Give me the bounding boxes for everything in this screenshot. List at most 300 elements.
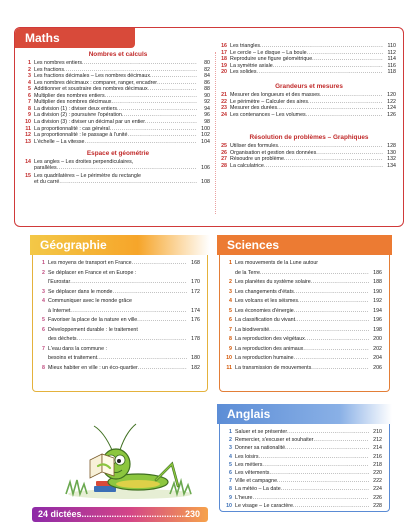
leader-dots <box>307 50 383 56</box>
entry-title: Se déplacer dans le monde <box>48 288 113 295</box>
entry-title-wrap <box>34 99 197 105</box>
entry-title: Les changements d'états <box>235 288 294 295</box>
toc-entry <box>221 112 397 118</box>
entry-title: La proportionnalité : cas général <box>34 125 110 132</box>
leader-dots <box>306 112 383 118</box>
entry-title-wrap <box>48 346 187 352</box>
entry-title: Les contenances – Les volumes <box>230 111 306 118</box>
leader-dots <box>122 112 197 118</box>
entry-page: 216 <box>373 453 382 460</box>
entry-number: 6 <box>229 470 232 476</box>
entry-title: Multiplier des nombres entiers <box>34 92 105 99</box>
entry-number: 3 <box>229 288 232 295</box>
entry-title: L'échelle – La vitesse <box>34 138 85 145</box>
entry-page: 210 <box>373 429 382 435</box>
leader-dots <box>293 503 369 509</box>
entry-title: Les fractions décimales – Les nombres décimaux <box>34 73 150 80</box>
entry-page: 212 <box>373 437 382 444</box>
entry-title-wrap <box>235 336 369 342</box>
entry-page <box>187 346 201 352</box>
entry-title-wrap <box>235 270 369 276</box>
leader-dots <box>117 106 197 112</box>
entry-number: 21 <box>221 92 227 98</box>
entry-number: 19 <box>221 62 227 69</box>
entry-number: 11 <box>25 125 31 132</box>
leader-dots <box>260 43 383 49</box>
toc-entry <box>226 445 383 451</box>
entry-title-wrap <box>34 179 197 185</box>
entry-number: 1 <box>229 260 232 266</box>
entry-number: 4 <box>229 298 232 304</box>
entry-title-wrap <box>230 150 383 156</box>
leader-dots <box>320 92 383 98</box>
entry-page <box>187 298 201 304</box>
entry-page: 114 <box>387 56 396 63</box>
entry-title: La division (1) : diviser deux entiers <box>34 105 118 112</box>
leader-dots <box>77 336 187 342</box>
entry-page: 100 <box>201 125 210 132</box>
toc-entry <box>221 43 397 49</box>
entry-title: Le visage – Le caractère <box>235 502 294 509</box>
entry-title-cont: des déchets <box>48 336 77 342</box>
entry-page: 106 <box>201 165 210 172</box>
entry-title: Les nombres entiers <box>34 60 82 66</box>
entry-number: 9 <box>229 494 232 501</box>
entry-page: 118 <box>387 69 396 76</box>
leader-dots <box>284 156 383 162</box>
entry-title-wrap <box>235 298 369 304</box>
toc-entry <box>25 67 211 73</box>
entry-number: 18 <box>221 56 227 63</box>
section-title-grandeurs: Grandeurs et mesures <box>275 83 343 90</box>
entry-number: 4 <box>229 453 232 460</box>
entry-number: 7 <box>229 478 232 485</box>
maths-right-column <box>221 28 397 226</box>
entry-number: 9 <box>229 345 232 352</box>
maths-header: Maths <box>15 28 135 48</box>
leader-dots <box>313 437 369 443</box>
entry-number-spacer <box>39 336 48 342</box>
entry-title-wrap <box>230 43 383 49</box>
entry-title: Les mouvements de la Lune autour <box>235 260 319 266</box>
entry-page: 102 <box>201 132 210 139</box>
entry-title: Les triangles <box>230 43 261 49</box>
leader-dots <box>260 270 369 276</box>
entry-title: Les angles – Les droites perpendiculaires, <box>34 159 134 165</box>
toc-entry <box>221 50 397 56</box>
entry-page: 86 <box>204 79 210 86</box>
entry-title-cont: et du carré <box>34 179 60 186</box>
section-title-espace: Espace et géométrie <box>86 150 150 157</box>
entry-title: Se déplacer en France et en Europe : <box>48 269 137 276</box>
leader-dots <box>269 327 369 333</box>
sciences-header: Sciences <box>217 235 392 255</box>
entry-number: 5 <box>229 461 232 468</box>
entry-title: La proportionnalité : le passage à l'unité <box>34 132 128 139</box>
leader-dots <box>127 132 197 138</box>
entry-title: Les solides <box>230 69 257 76</box>
toc-entry <box>221 163 397 169</box>
geographie-header: Géographie <box>30 235 210 255</box>
entry-page: 98 <box>204 118 210 125</box>
leader-dots <box>277 478 369 484</box>
entry-number: 28 <box>221 162 227 169</box>
entry-page: 182 <box>191 364 200 371</box>
entry-title-wrap <box>34 126 197 132</box>
entry-title: Mieux habiter en ville : un éco-quartier <box>48 364 138 371</box>
dictees-bar <box>32 507 208 522</box>
entry-page: 130 <box>387 149 396 156</box>
entry-number: 10 <box>25 118 31 125</box>
entry-title: La classification du vivant <box>235 317 296 323</box>
entry-number: 1 <box>28 60 31 66</box>
toc-entry <box>25 139 211 145</box>
entry-page: 176 <box>191 317 200 323</box>
entry-page: 92 <box>204 99 210 106</box>
anglais-header: Anglais <box>217 404 392 424</box>
entry-page: 132 <box>387 156 396 163</box>
leader-dots <box>150 73 197 79</box>
toc-entry <box>25 159 211 165</box>
entry-number: 6 <box>42 326 45 333</box>
toc-entry <box>25 173 211 179</box>
entry-page: 190 <box>373 288 382 295</box>
entry-page: 104 <box>201 138 210 145</box>
entry-title-cont: parallèles <box>34 165 57 172</box>
toc-entry <box>25 126 211 132</box>
geographie-panel <box>32 237 208 392</box>
entry-title-wrap <box>235 346 369 352</box>
leader-dots <box>295 317 369 323</box>
entry-title-cont: de la Terre <box>235 269 260 276</box>
entry-number: 1 <box>42 260 45 266</box>
leader-dots <box>70 308 187 314</box>
entry-page: 228 <box>373 502 382 509</box>
entry-title-wrap <box>230 63 383 69</box>
leader-dots <box>281 486 369 492</box>
entry-title-wrap <box>235 279 369 285</box>
entry-page: 188 <box>373 279 382 285</box>
toc-entry <box>221 69 397 75</box>
entry-title-wrap <box>48 327 187 333</box>
entry-page: 120 <box>387 92 396 98</box>
entry-title-wrap <box>230 99 383 105</box>
leader-dots <box>253 495 369 501</box>
leader-dots <box>278 143 383 149</box>
entry-title: Donner sa nationalité <box>235 445 286 452</box>
entry-page <box>369 260 383 266</box>
leader-dots <box>316 150 383 156</box>
entry-number: 20 <box>221 69 227 76</box>
entry-page: 96 <box>204 112 210 119</box>
entry-title: Le cercle – Le disque – La boule <box>230 49 307 56</box>
entry-title-wrap <box>34 86 197 92</box>
entry-title: Additionner et soustraire des nombres décimaux <box>34 86 148 93</box>
entry-title-wrap <box>235 429 369 435</box>
entry-page: 122 <box>387 98 396 105</box>
entry-title: Saluer et se présenter <box>235 429 288 435</box>
leader-dots <box>105 93 197 99</box>
entry-number-spacer <box>39 308 48 314</box>
entry-page: 124 <box>387 105 396 112</box>
entry-number: 5 <box>229 307 232 314</box>
toc-entry <box>226 260 383 266</box>
leader-dots <box>303 346 369 352</box>
entry-title: Les nombres décimaux : comparer, ranger, encadrer <box>34 79 158 86</box>
toc-entry <box>226 355 383 361</box>
entry-title: Mesurer des longueurs et des masses <box>230 92 320 98</box>
leader-dots <box>308 99 383 105</box>
toc-entry <box>25 106 211 112</box>
anglais-panel <box>219 406 390 512</box>
entry-page: 94 <box>204 105 210 112</box>
entry-title-wrap <box>230 156 383 162</box>
entry-title-wrap <box>230 92 383 98</box>
leader-dots <box>257 69 384 75</box>
entry-number: 4 <box>42 298 45 304</box>
leader-dots <box>132 260 187 266</box>
toc-entry <box>226 486 383 492</box>
leader-dots <box>137 317 187 323</box>
leader-dots <box>311 279 369 285</box>
leader-dots <box>110 126 197 132</box>
toc-entry <box>39 365 201 371</box>
entry-page: 108 <box>201 179 210 186</box>
entry-number: 8 <box>229 486 232 493</box>
maths-panel <box>14 27 404 227</box>
entry-page: 218 <box>373 461 382 468</box>
entry-title: Remercier, s'excuser et souhaiter <box>235 437 314 444</box>
dictees-label: 24 dictées <box>38 509 82 519</box>
entry-title-wrap <box>235 445 369 451</box>
entry-title-wrap <box>48 336 187 342</box>
toc-entry <box>226 429 383 435</box>
entry-page: 172 <box>191 288 200 295</box>
entry-number: 10 <box>226 355 232 361</box>
toc-entry <box>226 336 383 342</box>
entry-title-wrap <box>48 279 187 285</box>
entry-page: 116 <box>387 62 396 69</box>
entry-number-spacer <box>25 179 34 185</box>
entry-number: 7 <box>28 99 31 106</box>
entry-number: 5 <box>42 317 45 323</box>
entry-title-wrap <box>230 143 383 149</box>
entry-title-wrap <box>48 355 187 361</box>
entry-title-wrap <box>235 308 369 314</box>
entry-page: 112 <box>387 49 396 56</box>
leader-dots <box>138 365 187 371</box>
entry-number: 6 <box>229 317 232 323</box>
entry-title: Utiliser des formules <box>230 143 278 149</box>
entry-title: Les moyens de transport en France <box>48 260 132 266</box>
toc-entry <box>39 270 201 276</box>
toc-entry <box>221 99 397 105</box>
entry-title: Les loisirs <box>235 453 259 460</box>
entry-title-wrap <box>235 486 369 492</box>
section-title-resolution: Résolution de problèmes – Graphiques <box>249 134 369 141</box>
entry-page: 170 <box>191 279 200 285</box>
entry-title-wrap <box>34 73 197 79</box>
leader-dots <box>59 179 197 185</box>
leader-dots <box>64 67 197 73</box>
entry-title-wrap <box>34 67 197 73</box>
entry-page: 134 <box>387 162 396 169</box>
entry-number: 7 <box>42 345 45 352</box>
entry-title: La symétrie axiale <box>230 62 273 69</box>
entry-page: 186 <box>373 269 382 276</box>
entry-title-wrap <box>235 355 369 361</box>
entry-title: Les quadrilatères – Le périmètre du rectangle <box>34 173 141 179</box>
leader-dots <box>70 279 187 285</box>
entry-title-wrap <box>48 289 187 295</box>
entry-number: 10 <box>226 502 232 509</box>
toc-entry <box>226 298 383 304</box>
entry-page: 226 <box>373 494 382 501</box>
leader-dots <box>273 63 383 69</box>
leader-dots <box>305 336 369 342</box>
toc-entry <box>221 156 397 162</box>
entry-number-spacer <box>39 355 48 361</box>
entry-title: Les vêtements <box>235 470 270 476</box>
leader-dots <box>82 60 197 66</box>
entry-title: Ville et campagne <box>235 478 278 485</box>
leader-dots <box>157 80 197 86</box>
entry-title-wrap <box>34 106 197 112</box>
entry-title-wrap <box>235 462 369 468</box>
toc-entry <box>226 437 383 443</box>
entry-title: L'eau dans la commune : <box>48 345 108 352</box>
entry-title-wrap <box>230 105 383 111</box>
entry-number: 6 <box>28 92 31 99</box>
entry-page: 222 <box>373 478 382 485</box>
leader-dots <box>287 429 369 435</box>
toc-entry <box>226 308 383 314</box>
entry-title-cont: l'Eurostar <box>48 279 71 285</box>
entry-title: Mesurer des durées <box>230 105 278 112</box>
toc-entry <box>25 93 211 99</box>
entry-number-spacer <box>25 165 34 171</box>
toc-entry <box>221 143 397 149</box>
entry-title-wrap <box>230 112 383 118</box>
entry-title: Organisation et gestion des données <box>230 149 317 156</box>
entry-title: La division (3) : diviser un décimal par un entier <box>34 118 145 125</box>
toc-entry-continuation <box>39 279 201 285</box>
entry-number: 15 <box>25 173 31 179</box>
toc-entry <box>25 86 211 92</box>
toc-entry-continuation <box>39 308 201 314</box>
entry-title-wrap <box>235 503 369 509</box>
entry-page: 192 <box>373 298 382 304</box>
toc-entry <box>25 99 211 105</box>
entry-title-wrap <box>235 495 369 501</box>
toc-entry <box>39 317 201 323</box>
toc-entry <box>25 112 211 118</box>
entry-title-wrap <box>235 260 369 266</box>
entry-title: La biodiversité <box>235 326 270 333</box>
entry-page <box>187 270 201 276</box>
entry-title-wrap <box>235 365 369 371</box>
entry-title: Communiquer avec le monde grâce <box>48 298 132 304</box>
entry-number: 24 <box>221 111 227 118</box>
toc-entry <box>221 92 397 98</box>
entry-title: La reproduction des végétaux <box>235 336 305 342</box>
entry-number: 17 <box>221 49 227 56</box>
entry-page: 214 <box>373 445 382 452</box>
entry-title: Les métiers <box>235 461 263 468</box>
entry-title-wrap <box>34 80 197 86</box>
maths-divider <box>215 52 216 214</box>
entry-title-wrap <box>230 69 383 75</box>
entry-number: 8 <box>229 336 232 342</box>
leader-dots <box>259 454 369 460</box>
leader-dots <box>262 462 369 468</box>
leader-dots <box>113 289 188 295</box>
entry-title: Reproduire une figure géométrique <box>230 56 313 63</box>
toc-entry <box>226 470 383 476</box>
entry-title-wrap <box>235 317 369 323</box>
entry-title: Les volcans et les séismes <box>235 298 299 304</box>
leader-dots <box>294 308 369 314</box>
toc-entry <box>221 56 397 62</box>
entry-number: 2 <box>28 66 31 73</box>
entry-page: 84 <box>204 73 210 80</box>
leader-dots <box>97 355 187 361</box>
toc-entry <box>226 289 383 295</box>
entry-number: 9 <box>28 112 31 119</box>
entry-page: 126 <box>387 111 396 118</box>
toc-entry-continuation <box>39 336 201 342</box>
entry-page: 178 <box>191 336 200 342</box>
maths-left-column <box>25 28 211 226</box>
entry-title-wrap <box>230 56 383 62</box>
entry-title-cont: à Internet <box>48 307 71 314</box>
leader-dots <box>312 56 383 62</box>
leader-dots <box>145 119 197 125</box>
entry-page: 80 <box>204 60 210 66</box>
toc-entry <box>226 346 383 352</box>
entry-number: 7 <box>229 326 232 333</box>
entry-number: 2 <box>229 437 232 444</box>
entry-number: 16 <box>221 43 227 49</box>
entry-title-wrap <box>34 119 197 125</box>
leader-dots <box>294 289 369 295</box>
entry-page: 200 <box>373 336 382 342</box>
entry-title-wrap <box>48 365 187 371</box>
entry-title: La reproduction humaine <box>235 355 294 361</box>
dictees-page: 230 <box>184 509 200 519</box>
toc-entry <box>221 150 397 156</box>
entry-number: 14 <box>25 159 31 165</box>
toc-entry <box>226 365 383 371</box>
entry-page: 82 <box>204 66 210 73</box>
entry-title-wrap <box>230 163 383 169</box>
entry-page: 194 <box>373 307 382 314</box>
dictees-leader-dots <box>82 507 185 522</box>
entry-title: La reproduction des animaux <box>235 345 304 352</box>
entry-title-wrap <box>230 50 383 56</box>
reading-grasshopper-illustration <box>60 402 200 502</box>
entry-page: 110 <box>387 43 396 49</box>
leader-dots <box>269 470 369 476</box>
entry-page: 168 <box>191 260 200 266</box>
entry-page: 224 <box>373 486 382 493</box>
toc-entry <box>221 105 397 111</box>
entry-title-wrap <box>235 437 369 443</box>
entry-page: 206 <box>373 364 382 371</box>
entry-page: 196 <box>373 317 382 323</box>
entry-number: 2 <box>229 279 232 285</box>
toc-entry <box>25 73 211 79</box>
